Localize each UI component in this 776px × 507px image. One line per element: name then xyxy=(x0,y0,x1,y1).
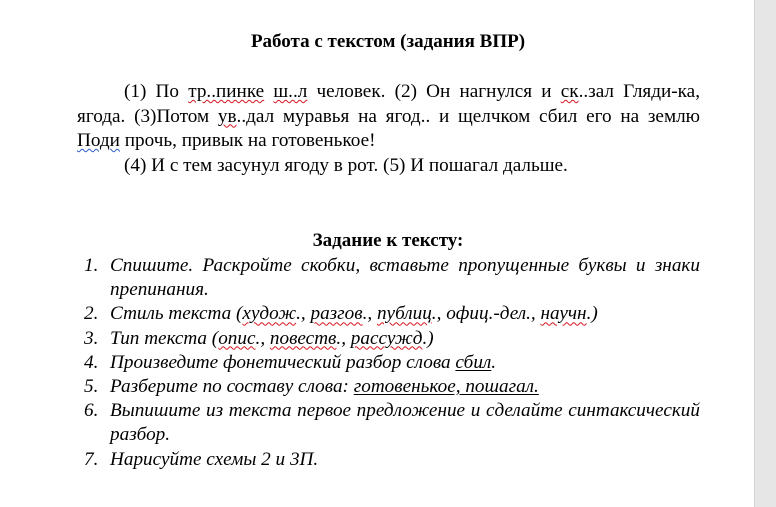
task-number: 2. xyxy=(84,303,99,325)
misspelled-word: повеств xyxy=(269,327,337,349)
text-fragment: человек. (2) Он нагнулся и xyxy=(307,81,561,102)
task-item-6 xyxy=(77,399,700,447)
page-margin-gutter xyxy=(754,0,776,507)
misspelled-word: ск xyxy=(560,81,579,102)
misspelled-word: рассужд xyxy=(350,327,423,349)
task-number: 3. xyxy=(84,327,99,349)
task-text: . xyxy=(491,351,497,373)
task-item-3 xyxy=(77,327,700,351)
task-number: 5. xyxy=(84,376,99,398)
task-item-1 xyxy=(77,254,700,302)
task-text: Разберите по составу слова: xyxy=(110,376,354,398)
task-text: .) xyxy=(422,327,434,349)
text-fragment: (1) По xyxy=(124,81,189,102)
task-number: 1. xyxy=(84,255,99,276)
task-text: ., xyxy=(336,327,351,349)
text-fragment: прочь, привык на готовенькое! xyxy=(119,130,376,151)
task-text: Выпишите из текста первое предложение и сделайте синтаксический разбор. xyxy=(110,400,700,446)
grammar-flagged-word: Поди xyxy=(77,130,120,151)
underlined-word: сбил xyxy=(455,351,492,373)
text-fragment: ..зал Гляди-ка, ягода. (3)Потом xyxy=(77,81,700,127)
misspelled-word: тр..пинке xyxy=(188,81,265,102)
misspelled-word: научн xyxy=(540,303,587,325)
text-fragment xyxy=(264,81,273,102)
text-fragment: ..дал муравья на ягод.. и щелчком сбил его на землю xyxy=(236,105,700,127)
text-paragraph-1 xyxy=(77,80,700,154)
task-number: 6. xyxy=(84,400,99,422)
source-text xyxy=(77,80,700,178)
task-text: ., xyxy=(296,303,311,325)
task-text: ., офиц.-дел., xyxy=(431,303,541,325)
underlined-words: готовенькое, пошагал. xyxy=(353,376,539,398)
task-text: .) xyxy=(586,303,598,325)
task-text: ., xyxy=(362,303,377,325)
task-text: Стиль текста ( xyxy=(110,303,243,325)
misspelled-word: разгов xyxy=(310,303,363,325)
misspelled-word: ш..л xyxy=(273,81,308,102)
task-item-2 xyxy=(77,302,700,326)
text-paragraph-2: (4) И с тем засунул ягоду в рот. (5) И пошагал дальше. xyxy=(124,154,568,176)
task-heading: Задание к тексту: xyxy=(312,230,464,251)
task-number: 7. xyxy=(84,448,99,470)
task-text: Нарисуйте схемы 2 и 3П. xyxy=(110,448,319,470)
task-text: Произведите фонетический разбор слова xyxy=(110,351,456,373)
misspelled-word: ув xyxy=(217,105,237,127)
misspelled-word: публиц xyxy=(376,303,432,325)
task-number: 4. xyxy=(84,351,99,373)
misspelled-word: опис xyxy=(218,327,256,349)
task-item-4 xyxy=(77,351,700,375)
task-text: Спишите. Раскройте скобки, вставьте пропущенные буквы и знаки препинания. xyxy=(110,255,700,301)
misspelled-word: худож xyxy=(242,303,297,325)
task-text: ., xyxy=(255,327,270,349)
task-list xyxy=(77,254,700,472)
task-item-5 xyxy=(77,375,700,399)
document-title: Работа с текстом (задания ВПР) xyxy=(250,31,526,52)
task-item-7 xyxy=(77,448,700,472)
task-text: Тип текста ( xyxy=(110,327,219,349)
